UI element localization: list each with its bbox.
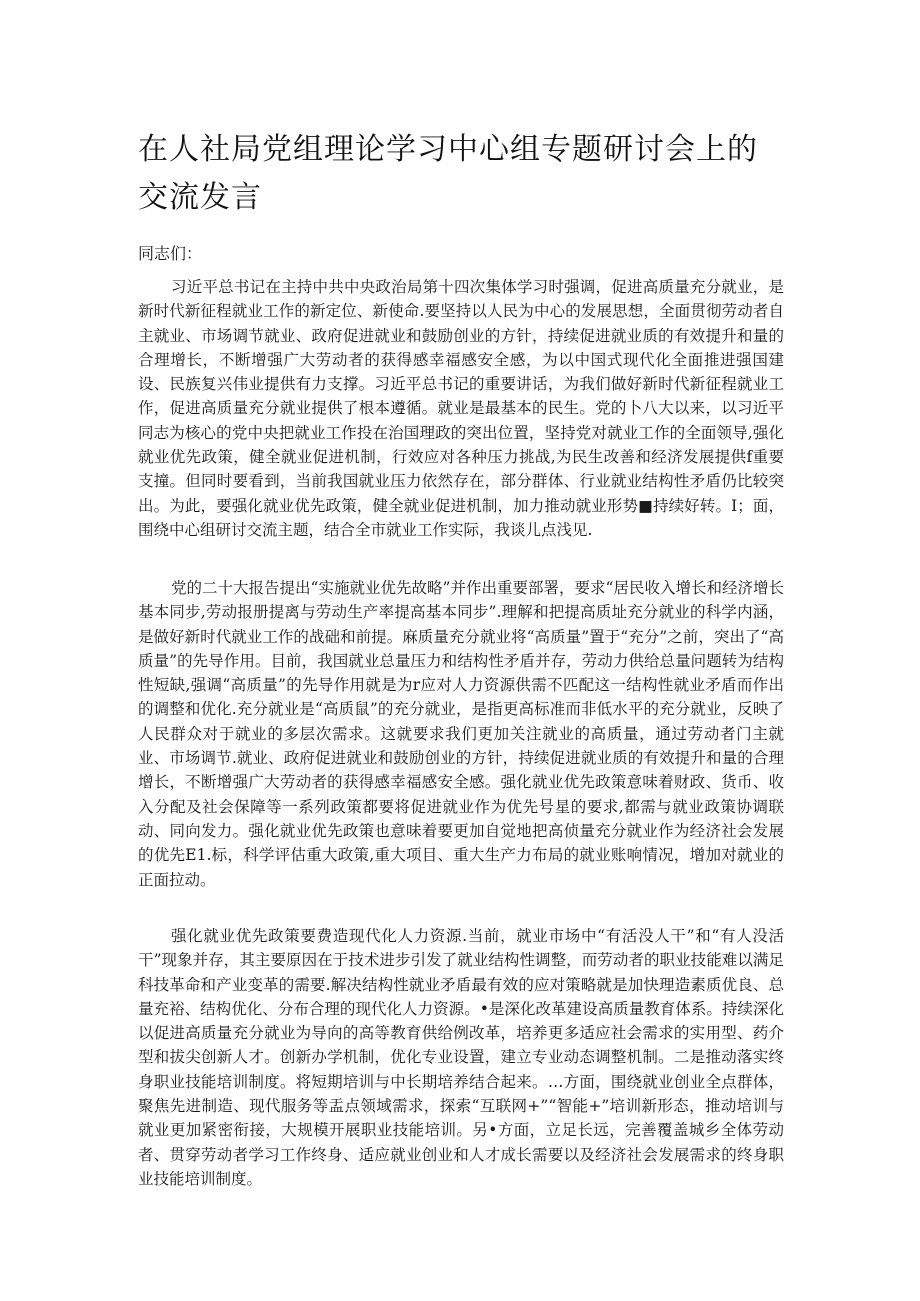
paragraph-3: 强化就业优先政策要费造现代化人力资源.当前，就业市场中“有活没人干”和“有人没活干”现象并存，其主要原因在于技术进步引发了就业结构性调整，而劳动者的职业技能难以满足科技革命和产业变革的需要.解决结构性就业矛盾最有效的应对策略就是加快理造素质优良、总量充裕、结构优化、分布合理的现代化人力资源。•是深化改革建设高质量教育体系。持续深化以促进高质量充分就业为导向的高等教育供给例改革，培养更多适应社会需求的实用型、药介型和拔尖创新人才。创新办学机制，优化专业设置，建立专业动态调整机制。二是推动落实终身职业技能培训制度。将短期培训与中长期培养结合起来。…方面，围绕就业创业全点群体，聚焦先进制造、现代服务等盂点领域需求，探索“互联网+”“智能+”培训新形态，推动培训与就业更加紧密衔接，大规模开展职业技能培训。另•方面，立足长远，完善覆盖城乡全体劳动者、贯穿劳动者学习工作终身、适应就业创业和人才成长需要以及经济社会发展需求的终身职业技能培训制度。 — [138, 927, 784, 1188]
paragraph-1: 习近平总书记在主持中共中央政治局第十四次集体学习时强调，促进高质量充分就业，是新时代新征程就业工作的新定位、新使命.要坚持以人民为中心的发展思想，全面贯彻劳动者自主就业、市场调节就业、政府促进就业和鼓励创业的方针，持续促进就业质的有效提升和量的合理增长，不断增强广大劳动者的获得感幸福感安全感，为以中国式现代化全面推进强国建设、民族复兴伟业提供有力支撑。习近平总书记的重要讲话，为我们做好新时代新征程就业工作，促进高质量充分就业提供了根本遵循。就业是最基本的民生。党的卜八大以来，以习近平同志为核心的党中央把就业工作投在治国理政的突出位置，坚持党对就业工作的全面领导,强化就业优先政策，健全就业促进机制，行效应对各种压力挑战,为民生改善和经济发展提供f重要支撞。但同时要看到，当前我国就业压力依然存在，部分群体、行业就业结构性矛盾仍比较突出。为此，要强化就业优先政策，健全就业促进机制，加力推动就业形势■持续好转。I；面，围绕中心组研讨交流主题，结合全市就业工作实际，我谈儿点浅见. — [138, 278, 784, 539]
document-title: 在人社局党组理论学习中心组专题研讨会上的交流发言 — [138, 132, 758, 215]
paragraph-2: 党的二十大报告提出“实施就业优先故略”并作出重要部署，要求“居民收入增长和经济增长基本同步,劳动报册提离与劳动生产率提高基本同步”.理解和把提高质址充分就业的科学内涵，是做好新时代就业工作的战础和前提。麻质量充分就业将“高质量”置于“充分”之前，突出了“高质量”的先导作用。目前，我国就业总量压力和结构性矛盾并存，劳动力供给总量问题转为结构性短缺,强调“高质量”的先导作用就是为r应对人力资源供需不匹配这一结构性就业矛盾而作出的调整和优化.充分就业是“高质鼠”的充分就业，是指更高标准而非低水平的充分就业，反映了人民群众对于就业的多层次需求。这就要求我们更加关注就业的高质量，通过劳动者门主就业、市场调节.就业、政府促进就业和鼓励创业的方针，持续促进就业质的有效提升和量的合理增长，不断增强广大劳动者的获得感幸福感安全感。强化就业优先政策意味着财政、货币、收入分配及社会保障等一系列政策都要将促进就业作为优先号星的要求,都需与就业政策协调联动、同向发力。强化就业优先政策也意味着要更加自觉地把高侦量充分就业作为经济社会发展的优先E1.标，科学评估重大政策,重大项目、重大生产力布局的就业账响情况，增加对就业的正面拉动。 — [138, 579, 784, 889]
greeting: 同志们： — [138, 244, 203, 263]
